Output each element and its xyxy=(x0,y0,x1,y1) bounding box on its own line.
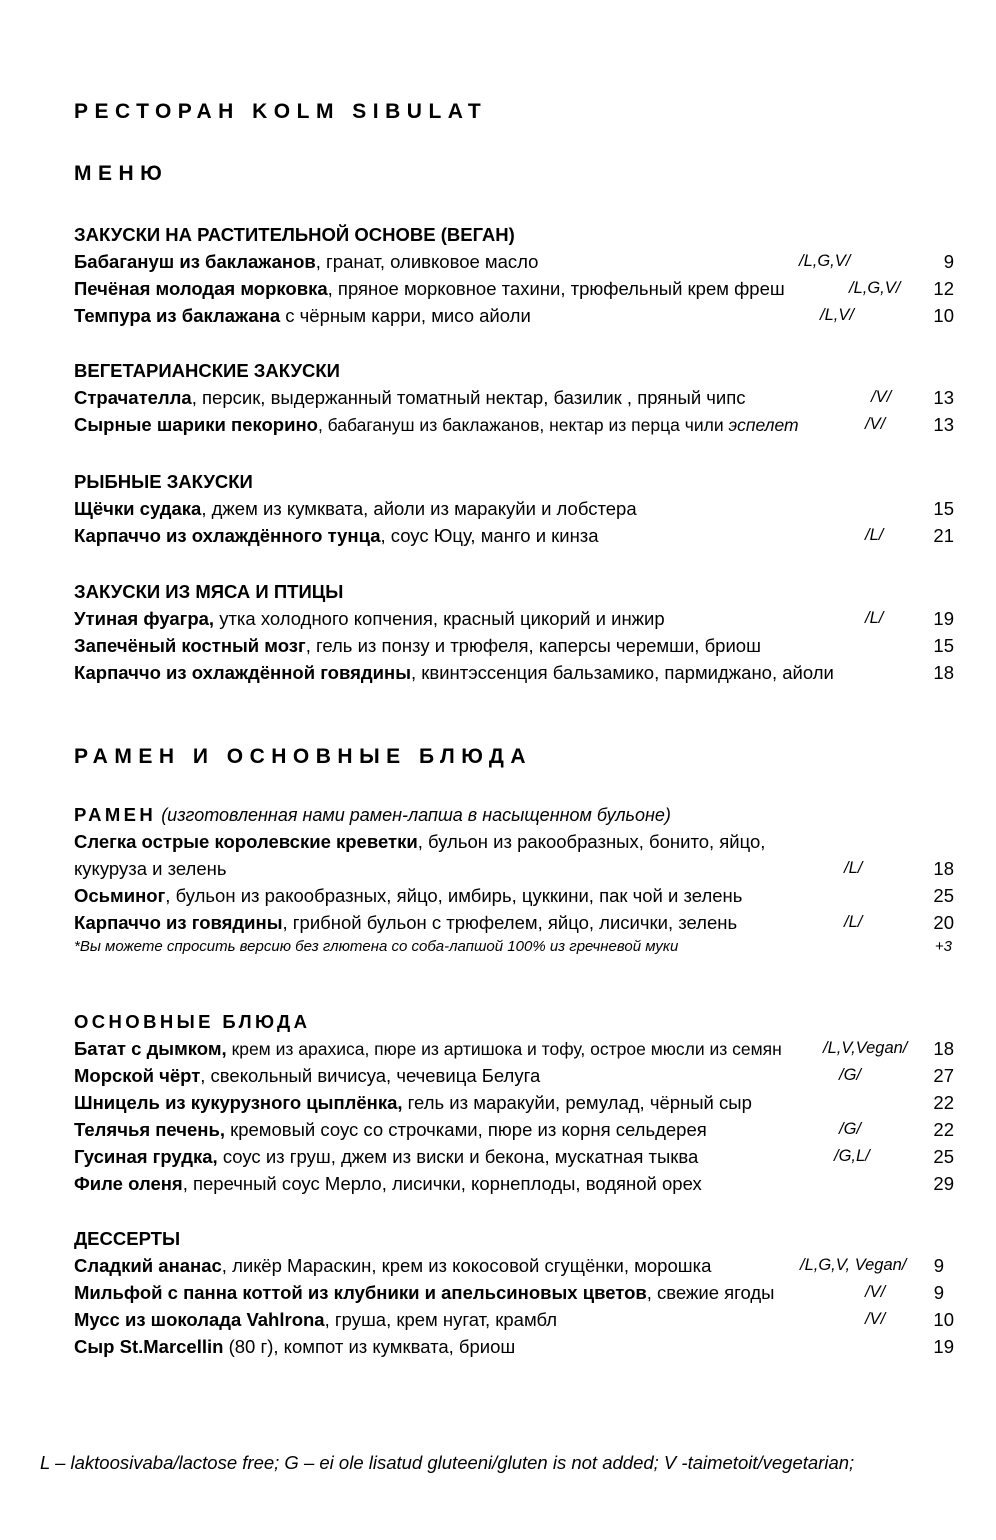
item-name: Сладкий ананас xyxy=(74,1255,222,1276)
item-description: кремовый соус со строчками, пюре из корня сельдерея xyxy=(224,1119,707,1140)
diet-tag: /L/ xyxy=(865,609,884,627)
item-name: Осьминог xyxy=(74,885,166,906)
menu-item-continued xyxy=(74,855,974,882)
item-description: , персик, выдержанный томатный нектар, базилик , пряный чипс xyxy=(191,387,746,408)
diet-tag: /V/ xyxy=(865,1283,886,1301)
menu-title: МЕНЮ xyxy=(74,162,169,185)
category-title: ВЕГЕТАРИАНСКИЕ ЗАКУСКИ xyxy=(74,360,340,381)
desserts-section xyxy=(74,1225,974,1360)
item-description: , бульон из ракообразных, яйцо, имбирь, цуккини, пак чой и зелень xyxy=(165,885,743,906)
menu-item xyxy=(74,1143,974,1170)
item-price: 9 xyxy=(933,1255,944,1276)
item-name: Слегка острые королевские креветки xyxy=(74,831,418,852)
item-price: 20 xyxy=(933,912,954,933)
ramen-title: РАМЕН xyxy=(74,804,157,825)
menu-item xyxy=(74,1279,974,1306)
item-price: 10 xyxy=(933,1309,954,1330)
diet-tag: /L,V,Vegan/ xyxy=(823,1039,908,1057)
category-title xyxy=(74,801,974,828)
item-description: , ликёр Мараскин, крем из кокосовой сгущёнки, морошка xyxy=(221,1255,712,1276)
item-name: Карпаччо из говядины xyxy=(74,912,283,933)
category-title: ЗАКУСКИ ИЗ МЯСА И ПТИЦЫ xyxy=(74,581,344,602)
item-price: 13 xyxy=(933,387,954,408)
item-price: 13 xyxy=(933,414,954,435)
diet-tag: /G/ xyxy=(839,1066,862,1084)
item-name: Карпаччо из охлаждённого тунца xyxy=(74,525,381,546)
item-price: 12 xyxy=(933,278,954,299)
item-description: , джем из кумквата, айоли из маракуйи и лобстера xyxy=(201,498,637,519)
menu-item xyxy=(74,632,974,659)
item-price: 22 xyxy=(933,1119,954,1140)
item-description: , грибной бульон с трюфелем, яйцо, лисички, зелень xyxy=(282,912,738,933)
menu-item xyxy=(74,882,974,909)
item-description: утка холодного копчения, красный цикорий и инжир xyxy=(214,608,665,629)
item-name: Сыр St.Marcellin xyxy=(74,1336,224,1357)
menu-item xyxy=(74,1252,974,1279)
fish-starters-section xyxy=(74,468,974,549)
diet-tag: /V/ xyxy=(865,415,886,433)
menu-item xyxy=(74,909,974,936)
ramen-main-title: РАМЕН И ОСНОВНЫЕ БЛЮДА xyxy=(74,745,533,768)
item-price: 9 xyxy=(943,251,954,272)
diet-tag: /G/ xyxy=(839,1120,862,1138)
diet-tag: /L,G,V/ xyxy=(799,252,851,270)
diet-tag: /L,G,V, Vegan/ xyxy=(800,1256,907,1274)
mains-section xyxy=(74,1008,974,1197)
restaurant-title: РЕСТОРАН KOLM SIBULAT xyxy=(74,100,488,123)
menu-item xyxy=(74,1062,974,1089)
menu-item xyxy=(74,302,974,329)
item-name: Карпаччо из охлаждённой говядины xyxy=(74,662,411,683)
item-description: , гель из понзу и трюфеля, каперсы черемши, бриош xyxy=(305,635,761,656)
item-price: 19 xyxy=(933,608,954,629)
menu-item xyxy=(74,1035,974,1062)
menu-item xyxy=(74,248,974,275)
item-price: 21 xyxy=(933,525,954,546)
item-price: 18 xyxy=(933,662,954,683)
item-price: 22 xyxy=(933,1092,954,1113)
diet-tag: /L/ xyxy=(844,859,863,877)
item-name: Филе оленя xyxy=(74,1173,183,1194)
menu-item xyxy=(74,384,974,411)
item-description: , бульон из ракообразных, бонито, яйцо, xyxy=(417,831,766,852)
note-text: *Вы можете спросить версию без глютена со соба-лапшой 100% из гречневой муки xyxy=(74,938,679,955)
diet-tag: /L/ xyxy=(844,913,863,931)
item-name: Сырные шарики пекорино xyxy=(74,414,318,435)
diet-tag: /V/ xyxy=(871,388,892,406)
menu-item xyxy=(74,1116,974,1143)
diet-tag: /L,G,V/ xyxy=(849,279,901,297)
item-description: соус из груш, джем из виски и бекона, мускатная тыква xyxy=(217,1146,699,1167)
menu-item xyxy=(74,1306,974,1333)
item-description: с чёрным карри, мисо айоли xyxy=(280,305,531,326)
diet-legend: L – laktoosivaba/lactose free; G – ei ole lisatud gluteeni/gluten is not added; V -taimetoit/vegetarian; xyxy=(40,1452,855,1473)
note-price: +3 xyxy=(934,938,952,955)
diet-tag: /L/ xyxy=(865,526,884,544)
menu-item xyxy=(74,1170,974,1197)
item-name: Бабагануш из баклажанов xyxy=(74,251,316,272)
item-description: , соус Юцу, манго и кинза xyxy=(380,525,599,546)
item-price: 25 xyxy=(933,885,954,906)
menu-item xyxy=(74,411,974,438)
menu-item xyxy=(74,659,974,686)
item-name: Гусиная грудка, xyxy=(74,1146,218,1167)
menu-item xyxy=(74,275,974,302)
item-description: , перечный соус Мерло, лисички, корнеплоды, водяной орех xyxy=(182,1173,702,1194)
item-name: Темпура из баклажана xyxy=(74,305,281,326)
item-price: 27 xyxy=(933,1065,954,1086)
diet-tag: /V/ xyxy=(865,1310,886,1328)
category-title: ОСНОВНЫЕ БЛЮДА xyxy=(74,1011,311,1032)
item-description: кукуруза и зелень xyxy=(74,858,227,879)
item-description: , гранат, оливковое масло xyxy=(315,251,539,272)
item-price: 10 xyxy=(933,305,954,326)
vegetarian-starters-section xyxy=(74,357,974,438)
item-price: 9 xyxy=(933,1282,944,1303)
ramen-title-note: (изготовленная нами рамен-лапша в насыщенном бульоне) xyxy=(156,805,671,825)
menu-item xyxy=(74,495,974,522)
item-description: , бабагануш из баклажанов, нектар из перца чили xyxy=(317,415,729,435)
item-description: , свекольный вичисуа, чечевица Белуга xyxy=(200,1065,541,1086)
item-price: 15 xyxy=(933,635,954,656)
item-name: Запечёный костный мозг xyxy=(74,635,306,656)
menu-item xyxy=(74,828,974,855)
menu-item xyxy=(74,605,974,632)
item-name: Шницель из кукурузного цыплёнка, xyxy=(74,1092,403,1113)
item-price: 25 xyxy=(933,1146,954,1167)
item-name: Щёчки судака xyxy=(74,498,202,519)
menu-item xyxy=(74,1333,974,1360)
meat-starters-section xyxy=(74,578,974,686)
item-name: Утиная фуагра, xyxy=(74,608,215,629)
diet-tag: /L,V/ xyxy=(820,306,854,324)
item-description: гель из маракуйи, ремулад, чёрный сыр xyxy=(402,1092,752,1113)
menu-item xyxy=(74,1089,974,1116)
item-name: Мусс из шоколада Vahlrona xyxy=(74,1309,325,1330)
item-description: , пряное морковное тахини, трюфельный крем фреш xyxy=(327,278,785,299)
item-price: 18 xyxy=(933,858,954,879)
item-description: , свежие ягоды xyxy=(646,1282,775,1303)
item-name: Телячья печень, xyxy=(74,1119,225,1140)
item-description: , квинтэссенция бальзамико, пармиджано, айоли xyxy=(411,662,834,683)
category-title: РЫБНЫЕ ЗАКУСКИ xyxy=(74,471,253,492)
item-price: 15 xyxy=(933,498,954,519)
item-description: крем из арахиса, пюре из артишока и тофу, острое мюсли из семян xyxy=(226,1039,782,1059)
vegan-starters-section xyxy=(74,221,974,329)
menu-item xyxy=(74,522,974,549)
item-name: Батат с дымком, xyxy=(74,1038,227,1059)
item-description: , груша, крем нугат, крамбл xyxy=(324,1309,558,1330)
item-price: 18 xyxy=(933,1038,954,1059)
item-name: Страчателла xyxy=(74,387,192,408)
item-description-italic: эспелет xyxy=(728,415,799,435)
gluten-free-note xyxy=(74,936,974,958)
item-name: Мильфой с панна коттой из клубники и апельсиновых цветов xyxy=(74,1282,647,1303)
category-title: ЗАКУСКИ НА РАСТИТЕЛЬНОЙ ОСНОВЕ (ВЕГАН) xyxy=(74,224,515,245)
item-name: Морской чёрт xyxy=(74,1065,201,1086)
ramen-section xyxy=(74,801,974,958)
category-title: ДЕССЕРТЫ xyxy=(74,1228,181,1249)
item-description: (80 г), компот из кумквата, бриош xyxy=(223,1336,516,1357)
diet-tag: /G,L/ xyxy=(834,1147,870,1165)
item-name: Печёная молодая морковка xyxy=(74,278,328,299)
item-price: 19 xyxy=(933,1336,954,1357)
item-price: 29 xyxy=(933,1173,954,1194)
